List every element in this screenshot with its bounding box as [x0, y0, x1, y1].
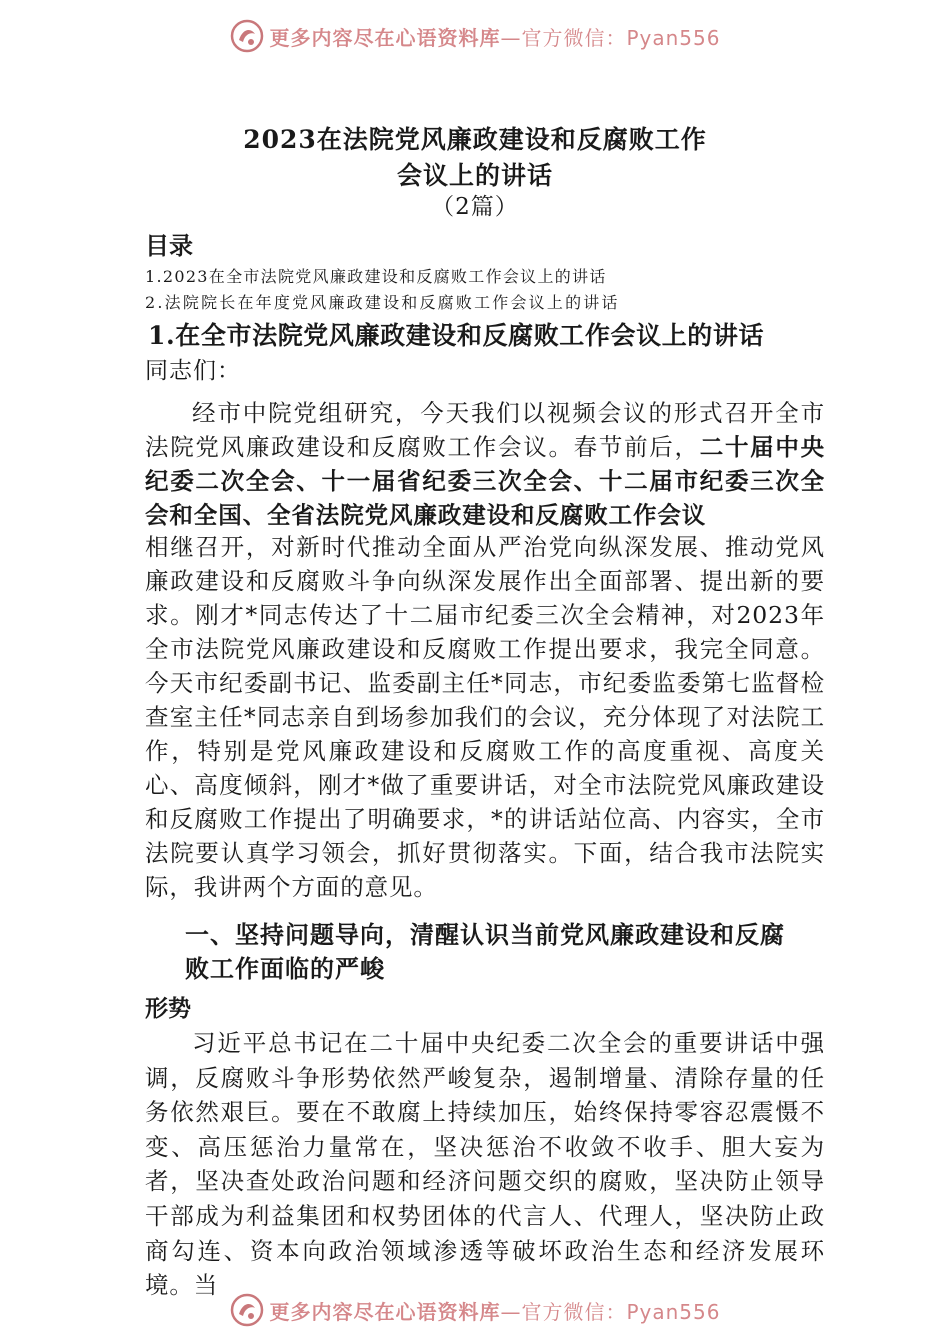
- greeting: 同志们：: [145, 358, 241, 384]
- header-watermark: [0, 16, 950, 56]
- heading-level1: 一、坚持问题导向，清醒认识当前党风廉政建设和反腐败工作面临的严峻: [185, 920, 785, 983]
- paragraph-text: 经市中院党组研究，今天我们以视频会议的形式召开全市法院党风廉政建设和反腐败工作会议。春节前后，: [145, 399, 825, 461]
- heading-level1-tail: 形势: [145, 996, 191, 1022]
- toc-item: 1.2023在全市法院党风廉政建设和反腐败工作会议上的讲话: [145, 267, 607, 286]
- toc-heading: 目录: [145, 232, 193, 260]
- watermark-text: 更多内容尽在心语资料库—官方微信：Pyan556: [269, 25, 721, 50]
- watermark-text: 更多内容尽在心语资料库—官方微信：Pyan556: [269, 1299, 721, 1324]
- section-title: 1.在全市法院党风廉政建设和反腐败工作会议上的讲话: [148, 321, 765, 350]
- document-title-line2: 会议上的讲话: [396, 161, 553, 190]
- logo-icon: [229, 1292, 265, 1328]
- paragraph-emphasis: 二十届中央纪委二次全会、十一届省纪委三次全会、十二届市纪委三次全会和全国、全省法院党风廉政建设和反腐败工作会议: [145, 433, 825, 529]
- document-title-line1: 2023在法院党风廉政建设和反腐败工作: [243, 125, 707, 154]
- paragraph-3: 习近平总书记在二十届中央纪委二次全会的重要讲话中强调，反腐败斗争形势依然严峻复杂，遏制增量、清除存量的任务依然艰巨。要在不敢腐上持续加压，始终保持零容忍震慑不变、高压惩治力量常在，坚决惩治不收敛不收手、胆大妄为者，坚决查处政治问题和经济问题交织的腐败，坚决防止领导干部成为利益集团和权势团体的代言人、代理人，坚决防止政商勾连、资本向政治领域渗透等破坏政治生态和经济发展环境。当: [145, 1029, 825, 1300]
- document-title-count: （2篇）: [431, 194, 519, 220]
- paragraph-1: [145, 396, 825, 532]
- logo-icon: [229, 18, 265, 54]
- footer-watermark: [0, 1290, 950, 1330]
- paragraph-2: 相继召开，对新时代推动全面从严治党向纵深发展、推动党风廉政建设和反腐败斗争向纵深发展作出全面部署、提出新的要求。刚才*同志传达了十二届市纪委三次全会精神，对2023年全市法院党风廉政建设和反腐败工作提出要求，我完全同意。今天市纪委副书记、监委副主任*同志，市纪委监委第七监督检查室主任*同志亲自到场参加我们的会议，充分体现了对法院工作，特别是党风廉政建设和反腐败工作的高度重视、高度关心、高度倾斜，刚才*做了重要讲话，对全市法院党风廉政建设和反腐败工作提出了明确要求，*的讲话站位高、内容实，全市法院要认真学习领会，抓好贯彻落实。下面，结合我市法院实际，我讲两个方面的意见。: [145, 533, 825, 901]
- toc-item: 2.法院院长在年度党风廉政建设和反腐败工作会议上的讲话: [145, 293, 620, 312]
